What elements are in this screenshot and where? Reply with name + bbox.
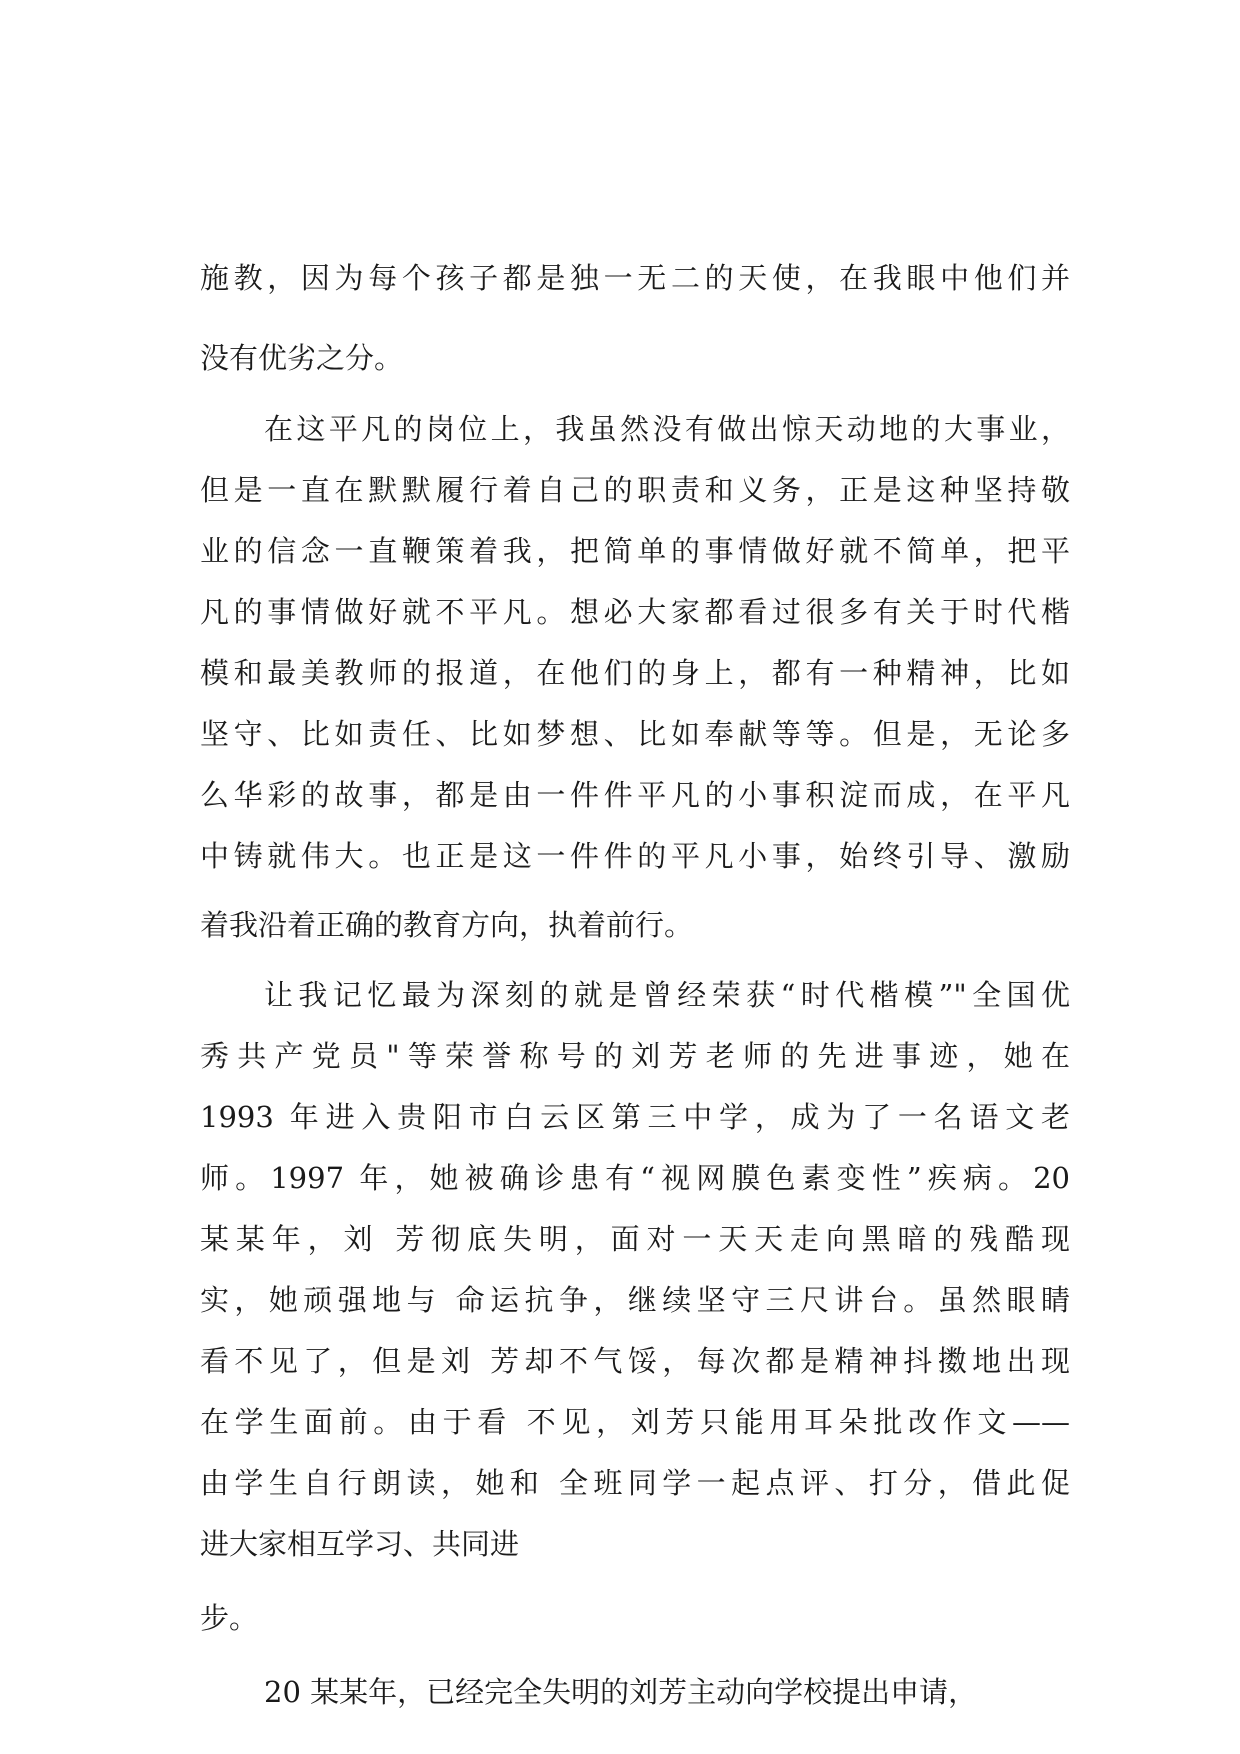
text-line: 坚守、比如责任、比如梦想、比如奉献等等。但是，无论多 xyxy=(200,717,1070,751)
text-line: 着我沿着正确的教育方向，执着前行。 xyxy=(200,908,694,942)
text-line: 1993 年进入贵阳市白云区第三中学，成为了一名语文老 xyxy=(200,1100,1070,1134)
text-line: 实，她顽强地与 命运抗争，继续坚守三尺讲台。虽然眼睛 xyxy=(200,1283,1070,1317)
text-line: 某某年，刘 芳彻底失明，面对一天天走向黑暗的残酷现 xyxy=(200,1222,1070,1256)
text-line: 中铸就伟大。也正是这一件件的平凡小事，始终引导、激励 xyxy=(200,839,1070,873)
text-line: 步。 xyxy=(200,1601,259,1635)
text-line: 在学生面前。由于看 不见，刘芳只能用耳朵批改作文—— xyxy=(200,1405,1070,1439)
text-line: 凡的事情做好就不平凡。想必大家都看过很多有关于时代楷 xyxy=(200,595,1070,629)
text-line: 施教，因为每个孩子都是独一无二的天使，在我眼中他们并 xyxy=(200,261,1070,295)
text-line: 秀共产党员"等荣誉称号的刘芳老师的先进事迹，她在 xyxy=(200,1039,1070,1073)
text-line: 么华彩的故事，都是由一件件平凡的小事积淀而成，在平凡 xyxy=(200,778,1070,812)
text-line: 模和最美教师的报道，在他们的身上，都有一种精神，比如 xyxy=(200,656,1070,690)
text-line: 看不见了，但是刘 芳却不气馁，每次都是精神抖擞地出现 xyxy=(200,1344,1070,1378)
text-line: 没有优劣之分。 xyxy=(200,341,404,375)
text-line: 由学生自行朗读，她和 全班同学一起点评、打分，借此促 xyxy=(200,1466,1070,1500)
text-line: 师。1997 年，她被确诊患有“视网膜色素变性”疾病。20 xyxy=(200,1161,1070,1195)
paragraph-first-line: 在这平凡的岗位上，我虽然没有做出惊天动地的大事业， xyxy=(264,412,1070,446)
paragraph-first-line: 让我记忆最为深刻的就是曾经荣获“时代楷模”"全国优 xyxy=(264,978,1070,1012)
paragraph-first-line: 20 某某年，已经完全失明的刘芳主动向学校提出申请， xyxy=(264,1675,978,1709)
text-line: 业的信念一直鞭策着我，把简单的事情做好就不简单，把平 xyxy=(200,534,1070,568)
text-line: 但是一直在默默履行着自己的职责和义务，正是这种坚持敬 xyxy=(200,473,1070,507)
text-line: 进大家相互学习、共同进 xyxy=(200,1527,520,1561)
